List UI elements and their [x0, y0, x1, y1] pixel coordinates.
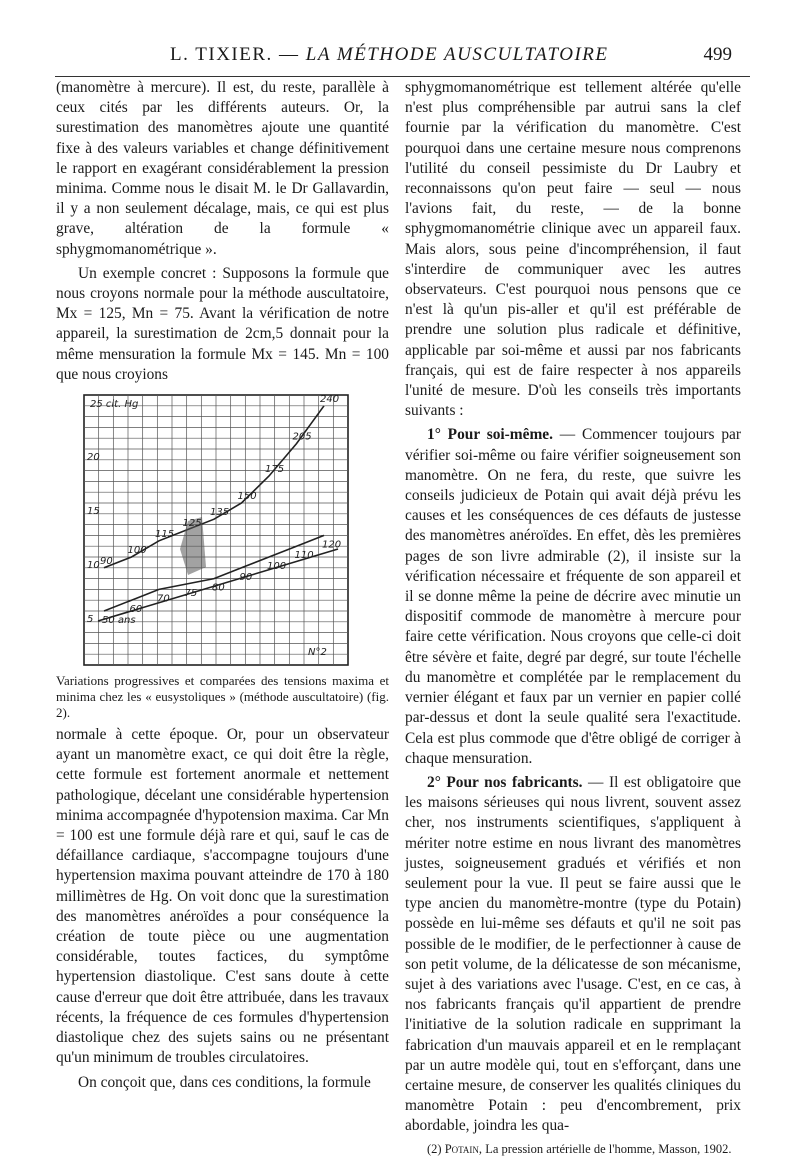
- figure-caption: Variations progressives et comparées des tensions maxima et minima chez les « eusystoliques » (méthode auscultatoire) (fig. 2).: [56, 673, 389, 721]
- right-column: [405, 78, 741, 1161]
- y-tick-label: 5: [87, 614, 94, 626]
- upper-curve-label: 135: [210, 507, 230, 519]
- page-number: 499: [703, 44, 732, 65]
- upper-curve-label: 175: [265, 464, 285, 476]
- upper-curve-label: 115: [155, 528, 175, 540]
- left-paragraph-3: normale à cette époque. Or, pour un observateur ayant un manomètre exact, ce qui doit être la règle, cette formule est fortement anormale et nettement pathologique, décelant une considérable hypertension minima accompagnée d'hypotension maxima. Car Mn = 100 est une formule déjà rare et qui, sauf le cas de défaillance cardiaque, s'accompagne toujours d'une hypertension maxima pouvant atteindre de 170 à 180 millimètres de Hg. On voit donc que la surestimation des manomètres anéroïdes a pour conséquence la création de toute pièce ou une augmentation considérable, toutes factices, du symptôme hypertension diastolique. C'est sans doute à cette cause d'erreur que doit être attribuée, dans les travaux récents, la fréquence de ces formules d'hypertension diastolique chez des sujets sains ou ne présentant qu'un minimum de troubles circulatoires.: [56, 726, 389, 1067]
- left-column: [56, 78, 389, 1097]
- chart-corner-label: N°2: [308, 647, 327, 659]
- left-paragraph-4: On conçoit que, dans ces conditions, la formule: [78, 1073, 371, 1091]
- lower-curve-label: 70: [157, 593, 170, 605]
- upper-curve-label: 205: [292, 431, 312, 443]
- y-tick-label: [87, 668, 93, 669]
- lower-curve-label: 110: [294, 550, 314, 562]
- lower-curve-label: 120: [322, 539, 342, 551]
- right-paragraph-3-body: — Il est obligatoire que les maisons sérieuses qui nous livrent, souvent assez cher, nos instruments scientifiques, s'appliquent à mériter notre estime en nous livrant des manomètres justes, soigneusement gradués et vérifiés et non seulement pour la vue. Il peut se faire aussi que le type ancien du manomètre-montre (type du Potain) possède en lui-même ses défauts et qu'il ne soit pas possible de le modifier, de le perfectionner à cause de son petit volume, de la délicatesse de son mécanisme, sujet à des variations avec l'usage. C'est, en ce cas, à nos fabricants français qu'il appartient de prendre l'initiative de la solution radicale en supprimant la fabrication d'un mauvais appareil et en le remplaçant par un autre modèle qui, tout en s'efforçant, dans une certaine mesure, de conserver les qualités cliniques du manomètre Potain : peu d'encombrement, prix abordable, joindra les qua-: [405, 773, 741, 1135]
- y-tick-label: 10: [87, 560, 100, 572]
- section-heading-fabricants: 2° Pour nos fabricants.: [427, 773, 583, 791]
- running-title: [170, 44, 609, 66]
- y-tick-label: 15: [87, 506, 100, 518]
- right-paragraph-2: [405, 425, 741, 768]
- lower-curve-label: 50 ans: [102, 615, 136, 627]
- chart-top-label: 25 cit. Hg: [90, 399, 139, 411]
- lower-curve-label: 100: [267, 561, 287, 573]
- footnote-text: La pression artérielle de l'homme, Masson, 1902.: [485, 1141, 732, 1156]
- figure-2: [76, 391, 356, 669]
- header-author: L. TIXIER.: [170, 44, 273, 65]
- y-tick-label: 20: [87, 452, 100, 464]
- footnote: [405, 1141, 741, 1157]
- lower-curve-label: 80: [212, 582, 225, 594]
- upper-curve-label: 125: [182, 518, 202, 530]
- right-paragraph-2-body: — Commencer toujours par vérifier soi-même ou faire vérifier soigneusement son manomètre. On ne fera, du reste, que suivre les conseils judicieux de Potain qui avait déjà prévu les causes et les conséquences de ces défauts de justesse des manomètres anéroïdes. En effet, dès les premières pages de son livre admirable (2), il insiste sur la vérification nécessaire et fréquente de son appareil et il se donne même la peine de décrire avec minutie un dispositif commode de manomètre à mercure pour faire cette vérification. Nous croyons que celle-ci doit être sévère et faite, degré par degré, sur toute l'échelle du manomètre et complétée par le remplacement du vernier élégant et faux par un vernier en papier collé par-dessus et dont la seule qualité sera l'exactitude. Cela est plus commode que d'être obligé de corriger à chaque mensuration.: [405, 426, 741, 767]
- right-paragraph-1: sphygmomanométrique est tellement altérée qu'elle n'est plus compréhensible par autrui sans la clef fournie par la vérification du manomètre. C'est pourquoi dans une certaine mesure nous comprenons l'utilité du conseil pessimiste du Dr Laubry et reconnaissons qu'on peut faire — seul — nous l'avions fait, du reste, — de la bonne sphygmomanométrie clinique avec un appareil faux. Mais alors, sous peine d'incompréhension, il faut s'interdire de communiquer avec les autres observateurs. C'est pourquoi nous pensons que ce n'est là qu'un pis-aller et qu'il est préférable de prendre une solution plus radicale et définitive, applicable par soi-même et aussi par nos fabricants français, qui est de faire respecter à nos appareils l'unité de mesure. D'où les conseils très importants suivants :: [405, 79, 741, 420]
- section-heading-soi-meme: 1° Pour soi-même.: [427, 426, 553, 444]
- right-paragraph-3: [405, 773, 741, 1137]
- lower-curve-label: 90: [239, 571, 253, 583]
- footnote-mark: (2): [427, 1141, 442, 1156]
- left-paragraph-1: (manomètre à mercure). Il est, du reste, parallèle à ceux cités par les différents auteurs. Or, la surestimation des manomètres ajoute une quantité fixe à des valeurs variables et change définitivement le rapport en exagérant considérablement la pression minima. Comme nous le disait M. le Dr Gallavardin, il y a non seulement décalage, mais, ce qui est plus grave, altération de la formule « sphygmomanométrique ».: [56, 79, 389, 258]
- upper-curve-label: 100: [127, 545, 147, 557]
- figure-chart: [76, 391, 356, 669]
- upper-curve-label: 240: [320, 393, 340, 405]
- footnote-author: Potain,: [444, 1141, 483, 1156]
- running-header: [55, 36, 750, 77]
- header-dash: —: [279, 44, 300, 65]
- left-paragraph-2: Un exemple concret : Supposons la formule que nous croyons normale pour la méthode auscultatoire, Mx = 125, Mn = 75. Avant la vérification de notre appareil, la surestimation de 2cm,5 donnait pour la même mensuration la formule Mx = 145. Mn = 100 que nous croyions: [56, 264, 389, 383]
- upper-curve-label: 150: [237, 491, 257, 503]
- upper-curve-label: 90: [100, 555, 113, 567]
- lower-curve-label: 60: [129, 604, 143, 616]
- lower-curve-label: 75: [184, 588, 198, 600]
- header-running-title: LA MÉTHODE AUSCULTATOIRE: [305, 44, 609, 65]
